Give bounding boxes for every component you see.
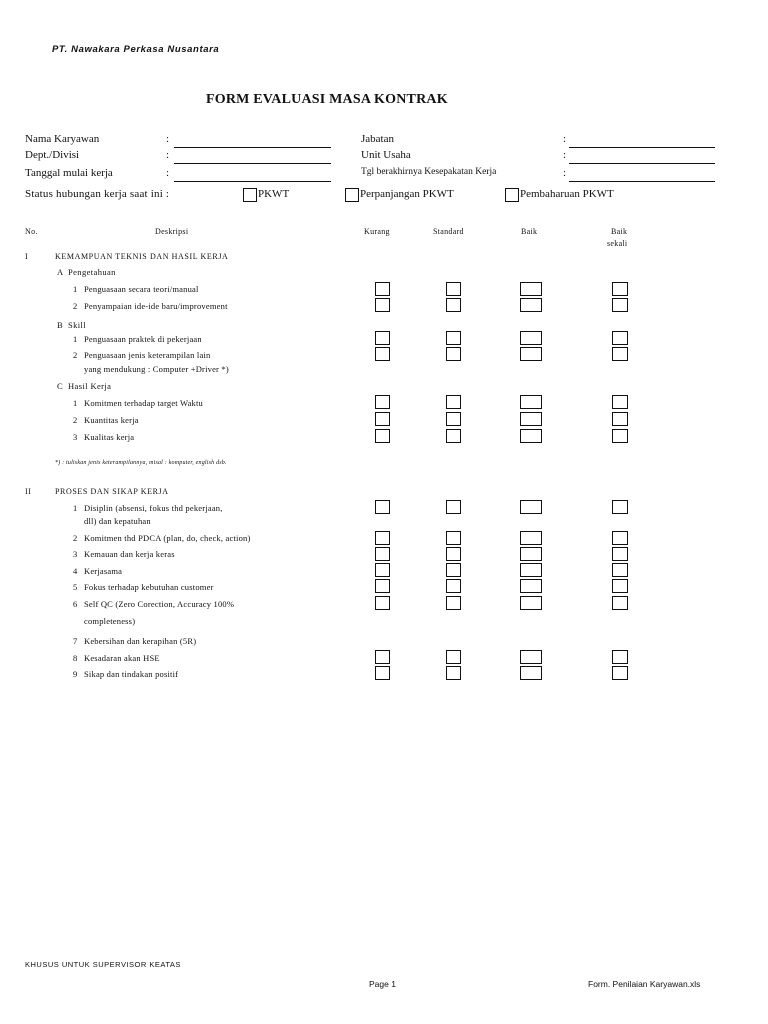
- rating-checkbox-baik-sekali[interactable]: [612, 412, 628, 426]
- rating-checkbox-baik[interactable]: [520, 429, 542, 443]
- rating-checkbox-standard[interactable]: [446, 298, 461, 312]
- status-pembaharuan-checkbox[interactable]: [505, 188, 519, 202]
- rating-checkbox-standard[interactable]: [446, 331, 461, 345]
- section2-number: II: [25, 487, 32, 496]
- rating-checkbox-baik[interactable]: [520, 650, 542, 664]
- item-number: 2: [73, 533, 78, 543]
- dept-divisi-field[interactable]: [174, 163, 331, 164]
- item-number: 1: [73, 284, 78, 294]
- label-jabatan: Jabatan: [361, 133, 394, 145]
- rating-checkbox-baik-sekali[interactable]: [612, 596, 628, 610]
- rating-checkbox-kurang[interactable]: [375, 395, 390, 409]
- item-text: Kesadaran akan HSE: [84, 653, 160, 663]
- header-deskripsi: Deskripsi: [155, 227, 189, 236]
- rating-checkbox-standard[interactable]: [446, 531, 461, 545]
- unit-usaha-field[interactable]: [569, 163, 715, 164]
- item-number: 2: [73, 415, 78, 425]
- status-perpanjangan-label: Perpanjangan PKWT: [360, 188, 454, 200]
- item-text: Kebersihan dan kerapihan (5R): [84, 636, 197, 646]
- item-text: Penyampaian ide-ide baru/improvement: [84, 301, 228, 311]
- tgl-berakhir-field[interactable]: [569, 181, 715, 182]
- rating-checkbox-standard[interactable]: [446, 347, 461, 361]
- rating-checkbox-baik-sekali[interactable]: [612, 500, 628, 514]
- page-number: Page 1: [369, 979, 396, 989]
- rating-checkbox-baik[interactable]: [520, 666, 542, 680]
- rating-checkbox-baik[interactable]: [520, 531, 542, 545]
- item-text: Fokus terhadap kebutuhan customer: [84, 582, 214, 592]
- tanggal-mulai-field[interactable]: [174, 181, 331, 182]
- rating-checkbox-kurang[interactable]: [375, 298, 390, 312]
- colon: :: [166, 133, 170, 145]
- group-c-name: Hasil Kerja: [68, 381, 112, 391]
- rating-checkbox-baik-sekali[interactable]: [612, 331, 628, 345]
- rating-checkbox-standard[interactable]: [446, 579, 461, 593]
- rating-checkbox-kurang[interactable]: [375, 531, 390, 545]
- label-dept-divisi: Dept./Divisi: [25, 149, 80, 161]
- rating-checkbox-standard[interactable]: [446, 596, 461, 610]
- group-a-letter: A: [57, 267, 64, 277]
- status-pembaharuan-label: Pembaharuan PKWT: [520, 188, 614, 200]
- rating-checkbox-standard[interactable]: [446, 395, 461, 409]
- item-number: 2: [73, 350, 78, 360]
- label-nama-karyawan: Nama Karyawan: [25, 133, 100, 145]
- rating-checkbox-kurang[interactable]: [375, 347, 390, 361]
- item-number: 5: [73, 582, 78, 592]
- rating-checkbox-kurang[interactable]: [375, 500, 390, 514]
- rating-checkbox-baik-sekali[interactable]: [612, 666, 628, 680]
- item-number: 2: [73, 301, 78, 311]
- item-text: Sikap dan tindakan positif: [84, 669, 179, 679]
- rating-checkbox-standard[interactable]: [446, 282, 461, 296]
- label-tgl-berakhir: Tgl berakhirnya Kesepakatan Kerja: [361, 167, 497, 177]
- form-title: FORM EVALUASI MASA KONTRAK: [206, 92, 448, 107]
- item-number: 8: [73, 653, 78, 663]
- rating-checkbox-baik-sekali[interactable]: [612, 563, 628, 577]
- item-text: Kuantitas kerja: [84, 415, 139, 425]
- rating-checkbox-baik-sekali[interactable]: [612, 298, 628, 312]
- header-kurang: Kurang: [364, 227, 390, 236]
- colon: :: [563, 149, 567, 161]
- section2-title: PROSES DAN SIKAP KERJA: [55, 487, 169, 496]
- nama-karyawan-field[interactable]: [174, 147, 331, 148]
- rating-checkbox-standard[interactable]: [446, 429, 461, 443]
- item-text-continued: yang mendukung : Computer +Driver *): [84, 364, 229, 374]
- item-text: Kualitas kerja: [84, 432, 135, 442]
- status-pkwt-label: PKWT: [258, 188, 290, 200]
- item-number: 1: [73, 398, 78, 408]
- status-pkwt-checkbox[interactable]: [243, 188, 257, 202]
- item-text: Self QC (Zero Corection, Accuracy 100%: [84, 599, 235, 609]
- supervisor-note: KHUSUS UNTUK SUPERVISOR KEATAS: [25, 960, 181, 969]
- file-name: Form. Penilaian Karyawan.xls: [588, 979, 701, 989]
- rating-checkbox-baik-sekali[interactable]: [612, 282, 628, 296]
- item-text: Disiplin (absensi, fokus thd pekerjaan,: [84, 503, 223, 513]
- group-a-name: Pengetahuan: [68, 267, 116, 277]
- colon: :: [166, 167, 170, 179]
- section1-title: KEMAMPUAN TEKNIS DAN HASIL KERJA: [55, 252, 229, 261]
- rating-checkbox-baik[interactable]: [520, 412, 542, 426]
- skill-footnote: *) : tuliskan jenis keterampilannya, misal : komputer, english dsb.: [55, 460, 227, 466]
- colon: :: [166, 149, 170, 161]
- rating-checkbox-baik[interactable]: [520, 500, 542, 514]
- item-number: 7: [73, 636, 78, 646]
- rating-checkbox-baik[interactable]: [520, 331, 542, 345]
- rating-checkbox-standard[interactable]: [446, 500, 461, 514]
- rating-checkbox-standard[interactable]: [446, 650, 461, 664]
- jabatan-field[interactable]: [569, 147, 715, 148]
- rating-checkbox-baik[interactable]: [520, 298, 542, 312]
- rating-checkbox-baik-sekali[interactable]: [612, 347, 628, 361]
- rating-checkbox-kurang[interactable]: [375, 331, 390, 345]
- header-baik: Baik: [521, 227, 538, 236]
- header-baik-sekali: Baik: [611, 227, 628, 236]
- item-number: 3: [73, 432, 78, 442]
- rating-checkbox-standard[interactable]: [446, 666, 461, 680]
- item-number: 1: [73, 503, 78, 513]
- company-name: PT. Nawakara Perkasa Nusantara: [52, 44, 220, 55]
- header-standard: Standard: [433, 227, 464, 236]
- group-b-name: Skill: [68, 320, 87, 330]
- label-unit-usaha: Unit Usaha: [361, 149, 411, 161]
- rating-checkbox-baik-sekali[interactable]: [612, 547, 628, 561]
- rating-checkbox-baik[interactable]: [520, 579, 542, 593]
- item-text: Kemauan dan kerja keras: [84, 549, 175, 559]
- item-text: Penguasaan secara teori/manual: [84, 284, 199, 294]
- rating-checkbox-baik[interactable]: [520, 563, 542, 577]
- rating-checkbox-standard[interactable]: [446, 412, 461, 426]
- section1-number: I: [25, 252, 29, 261]
- item-number: 6: [73, 599, 78, 609]
- rating-checkbox-baik[interactable]: [520, 395, 542, 409]
- rating-checkbox-kurang[interactable]: [375, 666, 390, 680]
- rating-checkbox-baik[interactable]: [520, 596, 542, 610]
- rating-checkbox-kurang[interactable]: [375, 429, 390, 443]
- status-perpanjangan-checkbox[interactable]: [345, 188, 359, 202]
- rating-checkbox-kurang[interactable]: [375, 563, 390, 577]
- item-number: 9: [73, 669, 78, 679]
- rating-checkbox-kurang[interactable]: [375, 412, 390, 426]
- item-number: 3: [73, 549, 78, 559]
- rating-checkbox-standard[interactable]: [446, 547, 461, 561]
- rating-checkbox-baik[interactable]: [520, 282, 542, 296]
- item-text-continued: completeness): [84, 616, 136, 626]
- item-text-continued: dll) dan kepatuhan: [84, 516, 151, 526]
- header-baik-sekali-2: sekali: [607, 239, 628, 248]
- status-label: Status hubungan kerja saat ini :: [25, 188, 170, 200]
- rating-checkbox-kurang[interactable]: [375, 596, 390, 610]
- item-number: 4: [73, 566, 78, 576]
- rating-checkbox-baik-sekali[interactable]: [612, 395, 628, 409]
- rating-checkbox-baik[interactable]: [520, 547, 542, 561]
- item-text: Komitmen thd PDCA (plan, do, check, action): [84, 533, 251, 543]
- rating-checkbox-baik-sekali[interactable]: [612, 579, 628, 593]
- rating-checkbox-baik-sekali[interactable]: [612, 429, 628, 443]
- rating-checkbox-baik-sekali[interactable]: [612, 531, 628, 545]
- rating-checkbox-kurang[interactable]: [375, 579, 390, 593]
- item-text: Kerjasama: [84, 566, 123, 576]
- rating-checkbox-baik[interactable]: [520, 347, 542, 361]
- group-b-letter: B: [57, 320, 64, 330]
- group-c-letter: C: [57, 381, 64, 391]
- item-text: Penguasaan praktek di pekerjaan: [84, 334, 202, 344]
- rating-checkbox-standard[interactable]: [446, 563, 461, 577]
- header-no: No.: [25, 227, 38, 236]
- item-text: Komitmen terhadap target Waktu: [84, 398, 204, 408]
- rating-checkbox-kurang[interactable]: [375, 650, 390, 664]
- label-tanggal-mulai: Tanggal mulai kerja: [25, 167, 113, 179]
- item-text: Penguasaan jenis keterampilan lain: [84, 350, 211, 360]
- rating-checkbox-baik-sekali[interactable]: [612, 650, 628, 664]
- item-number: 1: [73, 334, 78, 344]
- colon: :: [563, 133, 567, 145]
- colon: :: [563, 167, 567, 179]
- rating-checkbox-kurang[interactable]: [375, 547, 390, 561]
- rating-checkbox-kurang[interactable]: [375, 282, 390, 296]
